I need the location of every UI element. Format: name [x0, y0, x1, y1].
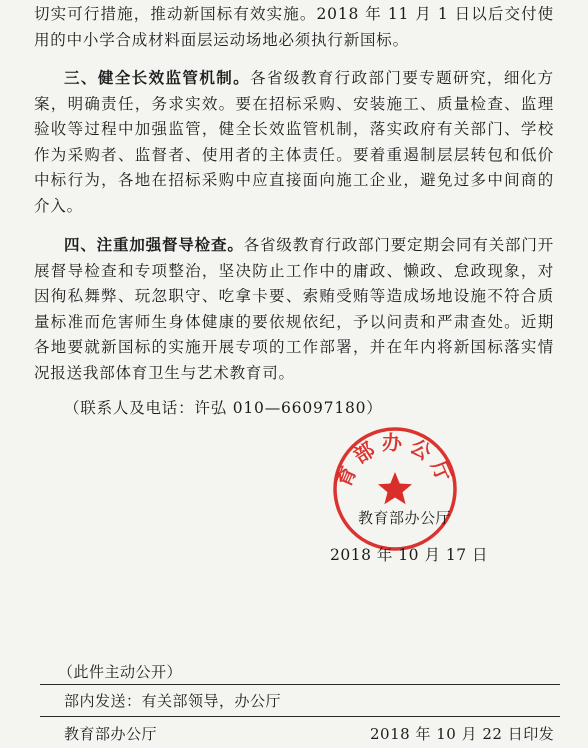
contact-info: （联系人及电话：许弘 010—66097180） [64, 399, 383, 417]
divider-bottom [40, 716, 560, 717]
paragraph-text: 各省级教育行政部门要定期会同有关部门开展督导检查和专项整治，坚决防止工作中的庸政、懒政、怠政现象，对因徇私舞弊、玩忽职守、吃拿卡要、索贿受贿等造成场地设施不符合质量标准而危害师生身体健康的要依规依纪，予以问责和严肃查处。近期各地要就新国标的实施开展专项的工作部署，并在年内将新国标落实情况报送我部体育卫生与艺术教育司。 [34, 236, 554, 382]
distribution-list: 部内发送：有关部领导，办公厅 [64, 692, 282, 710]
paragraph-implementation [34, 2, 554, 53]
official-seal-icon [330, 424, 460, 554]
signer-name: 教育部办公厅 [358, 509, 452, 527]
footer-issuer: 教育部办公厅 [64, 725, 158, 743]
paragraph-text: 切实可行措施，推动新国标有效实施。2018 年 11 月 1 日以后交付使用的中小学合成材料面层运动场地必须执行新国标。 [34, 5, 554, 49]
paragraph-text: 各省级教育行政部门要专题研究，细化方案，明确责任，务求实效。要在招标采购、安装施工、质量检查、监理验收等过程中加强监管，健全长效监管机制，落实政府有关部门、学校作为采购者、监督者、使用者的主体责任。要着重遏制层层转包和低价中标行为，各地在招标采购中应直接面向施工企业，避免过多中间商的介入。 [34, 69, 554, 215]
svg-text:育部办公厅: 育部办公厅 [331, 430, 459, 491]
footer-print-date: 2018 年 10 月 22 日印发 [370, 725, 555, 743]
section-heading-supervision: 三、健全长效监管机制。 [64, 68, 251, 87]
paragraph-inspection [34, 232, 554, 386]
paragraph-supervision [34, 65, 554, 219]
divider-top [40, 684, 560, 685]
section-heading-inspection: 四、注重加强督导检查。 [64, 235, 244, 254]
signing-date: 2018 年 10 月 17 日 [330, 546, 489, 564]
publication-note: （此件主动公开） [58, 663, 183, 681]
